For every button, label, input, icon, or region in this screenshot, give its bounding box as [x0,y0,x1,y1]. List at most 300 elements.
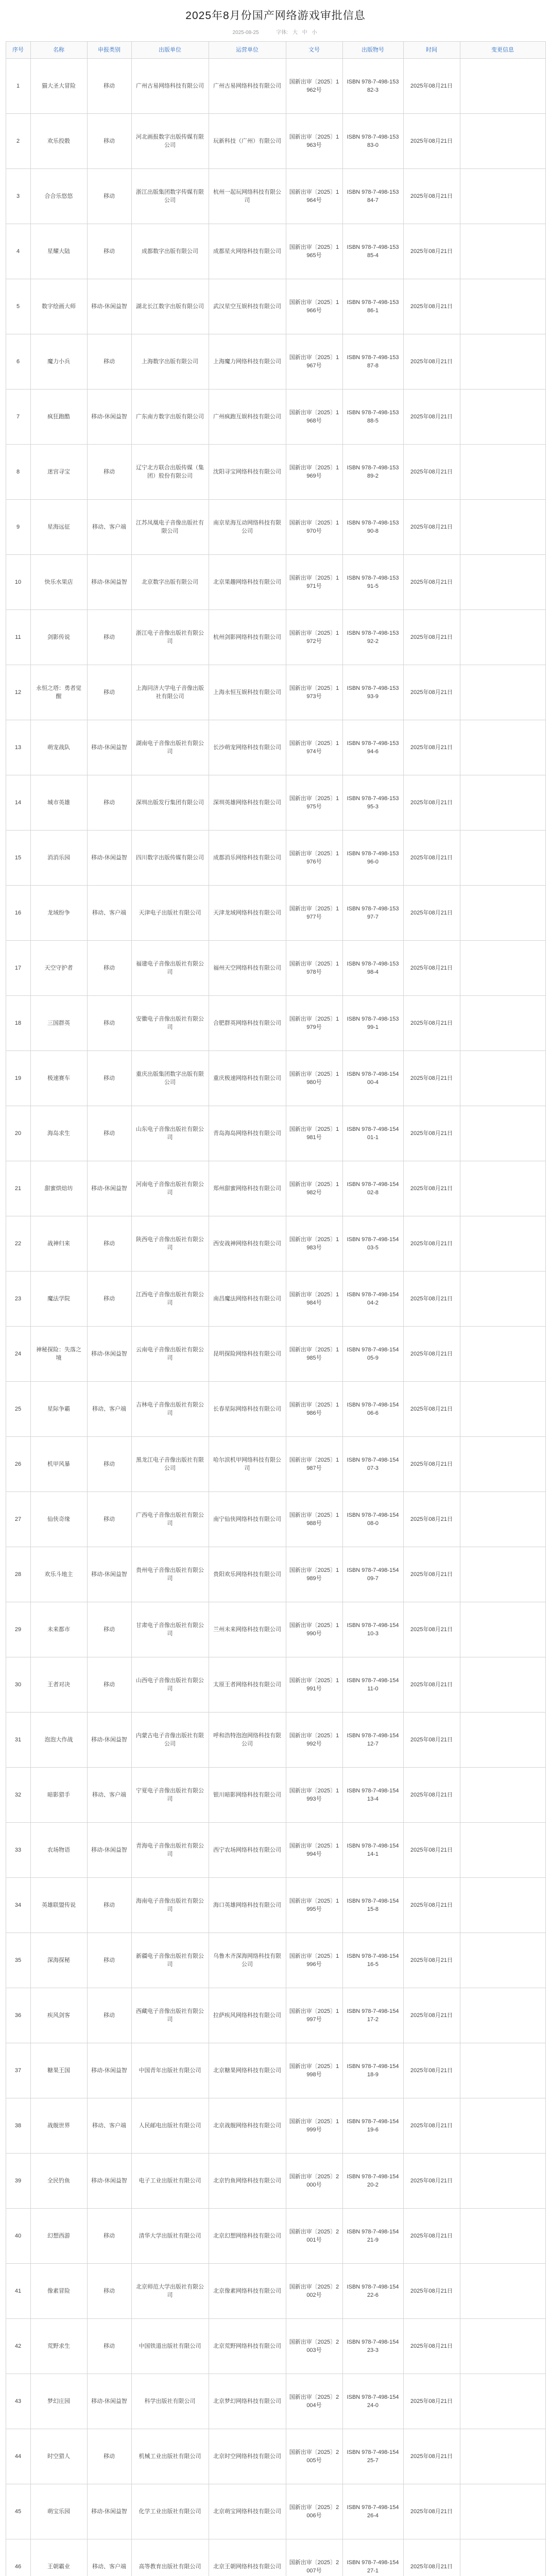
table-row [6,169,545,224]
cell-col-date: 2025年08月21日 [403,2209,460,2264]
cell-col-operator: 乌鲁木齐深海网络科技有限公司 [209,1933,286,1988]
cell-col-operator: 长沙萌宠网络科技有限公司 [209,720,286,775]
table-row [6,1657,545,1713]
cell-col-isbn: ISBN 978-7-498-15423-3 [342,2319,403,2374]
cell-col-name: 神秘探险：失落之境 [30,1327,87,1382]
table-header-row [6,42,545,59]
cell-col-operator: 杭州剑影网络科技有限公司 [209,610,286,665]
cell-col-index: 46 [6,2539,30,2576]
cell-col-isbn: ISBN 978-7-498-15385-4 [342,224,403,279]
font-size-large-button[interactable]: 大 [292,30,298,36]
cell-col-index: 28 [6,1547,30,1602]
cell-col-date: 2025年08月21日 [403,279,460,334]
cell-col-change-info [460,941,545,996]
cell-col-publisher: 湖南电子音像出版社有限公司 [131,720,209,775]
cell-col-date: 2025年08月21日 [403,555,460,610]
cell-col-name: 全民钓鱼 [30,2154,87,2209]
cell-col-isbn: ISBN 978-7-498-15424-0 [342,2374,403,2429]
cell-col-approval-no: 国新出审〔2025〕1984号 [286,1272,342,1327]
cell-col-date: 2025年08月21日 [403,1382,460,1437]
cell-col-operator: 贵阳欢乐网络科技有限公司 [209,1547,286,1602]
cell-col-date: 2025年08月21日 [403,1823,460,1878]
cell-col-publisher: 高等教育出版社有限公司 [131,2539,209,2576]
cell-col-approval-no: 国新出审〔2025〕1963号 [286,114,342,169]
cell-col-name: 疯狂跑酷 [30,389,87,445]
cell-col-name: 荒野求生 [30,2319,87,2374]
header-col-publisher: 出版单位 [131,42,209,59]
cell-col-approval-no: 国新出审〔2025〕1986号 [286,1382,342,1437]
cell-col-operator: 武汉星空互娱科技有限公司 [209,279,286,334]
cell-col-category: 移动 [87,2429,131,2484]
cell-col-category: 移动 [87,2209,131,2264]
cell-col-change-info [460,2319,545,2374]
cell-col-operator: 成都星火网络科技有限公司 [209,224,286,279]
cell-col-operator: 成都消乐网络科技有限公司 [209,831,286,886]
cell-col-category: 移动 [87,1106,131,1161]
cell-col-approval-no: 国新出审〔2025〕1987号 [286,1437,342,1492]
header-col-change-info: 变更信息 [460,42,545,59]
cell-col-index: 37 [6,2043,30,2098]
cell-col-isbn: ISBN 978-7-498-15415-8 [342,1878,403,1933]
cell-col-change-info [460,1327,545,1382]
cell-col-isbn: ISBN 978-7-498-15383-0 [342,114,403,169]
cell-col-change-info [460,831,545,886]
cell-col-operator: 广州疯跑互娱科技有限公司 [209,389,286,445]
cell-col-isbn: ISBN 978-7-498-15402-8 [342,1161,403,1216]
cell-col-operator: 银川暗影网络科技有限公司 [209,1768,286,1823]
cell-col-publisher: 湖北长江数字出版有限公司 [131,279,209,334]
cell-col-category: 移动 [87,775,131,831]
cell-col-index: 18 [6,996,30,1051]
cell-col-operator: 北京钓鱼网络科技有限公司 [209,2154,286,2209]
cell-col-publisher: 辽宁北方联合出版传媒（集团）股份有限公司 [131,445,209,500]
cell-col-change-info [460,2484,545,2539]
cell-col-isbn: ISBN 978-7-498-15386-1 [342,279,403,334]
cell-col-category: 移动、客户端 [87,2098,131,2154]
cell-col-publisher: 河南电子音像出版社有限公司 [131,1161,209,1216]
cell-col-change-info [460,2209,545,2264]
font-size-control [274,30,318,36]
cell-col-index: 40 [6,2209,30,2264]
cell-col-name: 像素冒险 [30,2264,87,2319]
cell-col-isbn: ISBN 978-7-498-15419-6 [342,2098,403,2154]
cell-col-publisher: 中国铁道出版社有限公司 [131,2319,209,2374]
cell-col-isbn: ISBN 978-7-498-15426-4 [342,2484,403,2539]
cell-col-approval-no: 国新出审〔2025〕1966号 [286,279,342,334]
cell-col-operator: 海口英雄网络科技有限公司 [209,1878,286,1933]
cell-col-category: 移动-休闲益智 [87,2154,131,2209]
cell-col-change-info [460,445,545,500]
cell-col-date: 2025年08月21日 [403,665,460,720]
cell-col-isbn: ISBN 978-7-498-15417-2 [342,1988,403,2043]
table-row [6,2154,545,2209]
cell-col-isbn: ISBN 978-7-498-15396-0 [342,831,403,886]
cell-col-category: 移动 [87,996,131,1051]
cell-col-change-info [460,610,545,665]
cell-col-publisher: 北京师范大学出版社有限公司 [131,2264,209,2319]
cell-col-name: 王者对决 [30,1657,87,1713]
cell-col-date: 2025年08月21日 [403,1988,460,2043]
cell-col-approval-no: 国新出审〔2025〕1992号 [286,1713,342,1768]
cell-col-index: 21 [6,1161,30,1216]
cell-col-change-info [460,2098,545,2154]
cell-col-name: 未来都市 [30,1602,87,1657]
cell-col-name: 战舰世界 [30,2098,87,2154]
cell-col-date: 2025年08月21日 [403,389,460,445]
cell-col-publisher: 青海电子音像出版社有限公司 [131,1823,209,1878]
cell-col-isbn: ISBN 978-7-498-15400-4 [342,1051,403,1106]
cell-col-name: 战神归来 [30,1216,87,1272]
cell-col-date: 2025年08月21日 [403,1547,460,1602]
cell-col-name: 魔力小兵 [30,334,87,389]
cell-col-change-info [460,1106,545,1161]
cell-col-change-info [460,1878,545,1933]
cell-col-approval-no: 国新出审〔2025〕1974号 [286,720,342,775]
cell-col-change-info [460,1657,545,1713]
cell-col-name: 猫大圣大冒险 [30,59,87,114]
cell-col-index: 16 [6,886,30,941]
cell-col-publisher: 河北画报数字出版传媒有限公司 [131,114,209,169]
cell-col-category: 移动-休闲益智 [87,1713,131,1768]
cell-col-publisher: 上海数字出版有限公司 [131,334,209,389]
cell-col-operator: 北京梦幻网络科技有限公司 [209,2374,286,2429]
cell-col-name: 龙域纷争 [30,886,87,941]
cell-col-operator: 北京果趣网络科技有限公司 [209,555,286,610]
cell-col-operator: 北京像素网络科技有限公司 [209,2264,286,2319]
cell-col-approval-no: 国新出审〔2025〕1976号 [286,831,342,886]
cell-col-index: 29 [6,1602,30,1657]
cell-col-date: 2025年08月21日 [403,1878,460,1933]
cell-col-publisher: 新疆电子音像出版社有限公司 [131,1933,209,1988]
cell-col-publisher: 西藏电子音像出版社有限公司 [131,1988,209,2043]
cell-col-name: 糖果王国 [30,2043,87,2098]
cell-col-index: 3 [6,169,30,224]
cell-col-name: 快乐水果店 [30,555,87,610]
cell-col-date: 2025年08月21日 [403,1161,460,1216]
cell-col-index: 25 [6,1382,30,1437]
cell-col-index: 30 [6,1657,30,1713]
cell-col-publisher: 海南电子音像出版社有限公司 [131,1878,209,1933]
table-row [6,1327,545,1382]
cell-col-approval-no: 国新出审〔2025〕1964号 [286,169,342,224]
cell-col-isbn: ISBN 978-7-498-15427-1 [342,2539,403,2576]
cell-col-index: 38 [6,2098,30,2154]
table-row [6,1272,545,1327]
cell-col-name: 王朝霸业 [30,2539,87,2576]
header-col-approval-no: 文号 [286,42,342,59]
cell-col-index: 22 [6,1216,30,1272]
cell-col-change-info [460,1216,545,1272]
cell-col-publisher: 上海同济大学电子音像出版社有限公司 [131,665,209,720]
cell-col-approval-no: 国新出审〔2025〕1972号 [286,610,342,665]
cell-col-category: 移动 [87,334,131,389]
cell-col-approval-no: 国新出审〔2025〕1965号 [286,224,342,279]
cell-col-isbn: ISBN 978-7-498-15405-9 [342,1327,403,1382]
cell-col-index: 4 [6,224,30,279]
table-row [6,610,545,665]
cell-col-isbn: ISBN 978-7-498-15384-7 [342,169,403,224]
cell-col-isbn: ISBN 978-7-498-15390-8 [342,500,403,555]
cell-col-change-info [460,2154,545,2209]
font-size-small-button[interactable]: 小 [312,30,317,36]
header-col-name: 名称 [30,42,87,59]
cell-col-name: 欢乐斗地主 [30,1547,87,1602]
table-row [6,2043,545,2098]
cell-col-date: 2025年08月21日 [403,114,460,169]
approval-table [6,41,546,2576]
cell-col-operator: 杭州一起玩网络科技有限公司 [209,169,286,224]
cell-col-date: 2025年08月21日 [403,720,460,775]
cell-col-index: 32 [6,1768,30,1823]
table-row [6,334,545,389]
cell-col-change-info [460,2264,545,2319]
cell-col-index: 14 [6,775,30,831]
table-body [6,59,545,2576]
cell-col-date: 2025年08月21日 [403,1713,460,1768]
cell-col-change-info [460,1492,545,1547]
cell-col-change-info [460,169,545,224]
cell-col-isbn: ISBN 978-7-498-15407-3 [342,1437,403,1492]
cell-col-isbn: ISBN 978-7-498-15409-7 [342,1547,403,1602]
header-col-category: 申报类别 [87,42,131,59]
table-row [6,555,545,610]
cell-col-operator: 北京战舰网络科技有限公司 [209,2098,286,2154]
cell-col-publisher: 化学工业出版社有限公司 [131,2484,209,2539]
cell-col-publisher: 内蒙古电子音像出版社有限公司 [131,1713,209,1768]
cell-col-approval-no: 国新出审〔2025〕1970号 [286,500,342,555]
cell-col-name: 海岛求生 [30,1106,87,1161]
cell-col-approval-no: 国新出审〔2025〕2007号 [286,2539,342,2576]
cell-col-date: 2025年08月21日 [403,1492,460,1547]
cell-col-approval-no: 国新出审〔2025〕2003号 [286,2319,342,2374]
cell-col-index: 9 [6,500,30,555]
cell-col-change-info [460,1382,545,1437]
cell-col-operator: 重庆极速网络科技有限公司 [209,1051,286,1106]
cell-col-publisher: 江苏凤凰电子音像出版社有限公司 [131,500,209,555]
cell-col-date: 2025年08月21日 [403,169,460,224]
font-size-medium-button[interactable]: 中 [302,30,307,36]
cell-col-operator: 玩新科技（广州）有限公司 [209,114,286,169]
cell-col-date: 2025年08月21日 [403,1216,460,1272]
cell-col-name: 暗影猎手 [30,1768,87,1823]
table-row [6,445,545,500]
cell-col-name: 剑影传说 [30,610,87,665]
cell-col-approval-no: 国新出审〔2025〕1980号 [286,1051,342,1106]
cell-col-index: 26 [6,1437,30,1492]
cell-col-index: 19 [6,1051,30,1106]
page-title: 2025年8月份国产网络游戏审批信息 [185,10,366,22]
table-row [6,1216,545,1272]
cell-col-index: 7 [6,389,30,445]
cell-col-operator: 福州天空网络科技有限公司 [209,941,286,996]
cell-col-approval-no: 国新出审〔2025〕1998号 [286,2043,342,2098]
table-row [6,2319,545,2374]
cell-col-date: 2025年08月21日 [403,1272,460,1327]
cell-col-operator: 西安战神网络科技有限公司 [209,1216,286,1272]
cell-col-change-info [460,1161,545,1216]
cell-col-publisher: 科学出版社有限公司 [131,2374,209,2429]
cell-col-change-info [460,500,545,555]
cell-col-name: 泡泡大作战 [30,1713,87,1768]
cell-col-approval-no: 国新出审〔2025〕2000号 [286,2154,342,2209]
cell-col-publisher: 广东南方数字出版有限公司 [131,389,209,445]
cell-col-approval-no: 国新出审〔2025〕1989号 [286,1547,342,1602]
cell-col-category: 移动-休闲益智 [87,279,131,334]
cell-col-operator: 深圳英雄网络科技有限公司 [209,775,286,831]
cell-col-name: 魔法学院 [30,1272,87,1327]
cell-col-name: 迷宫寻宝 [30,445,87,500]
header-col-index: 序号 [6,42,30,59]
cell-col-isbn: ISBN 978-7-498-15410-3 [342,1602,403,1657]
table-row [6,996,545,1051]
cell-col-category: 移动-休闲益智 [87,2043,131,2098]
cell-col-category: 移动、客户端 [87,1768,131,1823]
cell-col-date: 2025年08月21日 [403,941,460,996]
cell-col-name: 疾风剑客 [30,1988,87,2043]
cell-col-category: 移动-休闲益智 [87,389,131,445]
cell-col-isbn: ISBN 978-7-498-15392-2 [342,610,403,665]
cell-col-name: 深海探秘 [30,1933,87,1988]
cell-col-operator: 北京王朝网络科技有限公司 [209,2539,286,2576]
cell-col-approval-no: 国新出审〔2025〕2001号 [286,2209,342,2264]
cell-col-publisher: 浙江电子音像出版社有限公司 [131,610,209,665]
font-size-label: 字体: [276,30,288,36]
cell-col-index: 24 [6,1327,30,1382]
cell-col-date: 2025年08月21日 [403,1933,460,1988]
cell-col-publisher: 福建电子音像出版社有限公司 [131,941,209,996]
cell-col-name: 消消乐园 [30,831,87,886]
cell-col-isbn: ISBN 978-7-498-15391-5 [342,555,403,610]
cell-col-approval-no: 国新出审〔2025〕1995号 [286,1878,342,1933]
table-row [6,2429,545,2484]
cell-col-category: 移动 [87,59,131,114]
table-row [6,831,545,886]
cell-col-operator: 西宁农场网络科技有限公司 [209,1823,286,1878]
cell-col-category: 移动、客户端 [87,500,131,555]
table-row [6,1492,545,1547]
cell-col-operator: 北京时空网络科技有限公司 [209,2429,286,2484]
cell-col-name: 天空守护者 [30,941,87,996]
cell-col-category: 移动 [87,1272,131,1327]
cell-col-approval-no: 国新出审〔2025〕1968号 [286,389,342,445]
cell-col-category: 移动、客户端 [87,886,131,941]
cell-col-name: 幻想西游 [30,2209,87,2264]
cell-col-change-info [460,2539,545,2576]
cell-col-change-info [460,665,545,720]
cell-col-publisher: 清华大学出版社有限公司 [131,2209,209,2264]
cell-col-publisher: 人民邮电出版社有限公司 [131,2098,209,2154]
cell-col-publisher: 甘肃电子音像出版社有限公司 [131,1602,209,1657]
table-row [6,500,545,555]
table-row [6,2209,545,2264]
header-col-isbn: 出版物号 [342,42,403,59]
table-row [6,1988,545,2043]
cell-col-name: 星际争霸 [30,1382,87,1437]
cell-col-isbn: ISBN 978-7-498-15388-5 [342,389,403,445]
cell-col-category: 移动 [87,1216,131,1272]
cell-col-approval-no: 国新出审〔2025〕1971号 [286,555,342,610]
cell-col-date: 2025年08月21日 [403,1768,460,1823]
cell-col-operator: 太原王者网络科技有限公司 [209,1657,286,1713]
cell-col-change-info [460,1547,545,1602]
cell-col-index: 20 [6,1106,30,1161]
cell-col-change-info [460,555,545,610]
cell-col-index: 41 [6,2264,30,2319]
cell-col-isbn: ISBN 978-7-498-15403-5 [342,1216,403,1272]
cell-col-index: 10 [6,555,30,610]
cell-col-publisher: 浙江出版集团数字传媒有限公司 [131,169,209,224]
cell-col-isbn: ISBN 978-7-498-15411-0 [342,1657,403,1713]
cell-col-index: 31 [6,1713,30,1768]
cell-col-publisher: 中国青年出版社有限公司 [131,2043,209,2098]
cell-col-date: 2025年08月21日 [403,1657,460,1713]
cell-col-operator: 北京萌宝网络科技有限公司 [209,2484,286,2539]
cell-col-name: 三国群英 [30,996,87,1051]
table-row [6,2539,545,2576]
cell-col-index: 35 [6,1933,30,1988]
page-header [0,0,551,36]
cell-col-approval-no: 国新出审〔2025〕2004号 [286,2374,342,2429]
cell-col-name: 英雄联盟传说 [30,1878,87,1933]
cell-col-isbn: ISBN 978-7-498-15382-3 [342,59,403,114]
cell-col-isbn: ISBN 978-7-498-15425-7 [342,2429,403,2484]
cell-col-category: 移动-休闲益智 [87,831,131,886]
cell-col-change-info [460,1823,545,1878]
cell-col-publisher: 安徽电子音像出版社有限公司 [131,996,209,1051]
cell-col-date: 2025年08月21日 [403,59,460,114]
cell-col-approval-no: 国新出审〔2025〕1994号 [286,1823,342,1878]
cell-col-index: 1 [6,59,30,114]
cell-col-change-info [460,1768,545,1823]
table-row [6,775,545,831]
cell-col-date: 2025年08月21日 [403,1106,460,1161]
cell-col-publisher: 云南电子音像出版社有限公司 [131,1327,209,1382]
cell-col-category: 移动 [87,2264,131,2319]
cell-col-publisher: 四川数字出版传媒有限公司 [131,831,209,886]
cell-col-category: 移动-休闲益智 [87,1823,131,1878]
cell-col-publisher: 北京数字出版有限公司 [131,555,209,610]
cell-col-category: 移动-休闲益智 [87,555,131,610]
cell-col-name: 萌宠战队 [30,720,87,775]
cell-col-operator: 昆明探险网络科技有限公司 [209,1327,286,1382]
cell-col-date: 2025年08月21日 [403,775,460,831]
cell-col-isbn: ISBN 978-7-498-15399-1 [342,996,403,1051]
cell-col-date: 2025年08月21日 [403,500,460,555]
cell-col-date: 2025年08月21日 [403,1051,460,1106]
cell-col-index: 39 [6,2154,30,2209]
cell-col-isbn: ISBN 978-7-498-15394-6 [342,720,403,775]
cell-col-isbn: ISBN 978-7-498-15395-3 [342,775,403,831]
table-row [6,2484,545,2539]
cell-col-index: 27 [6,1492,30,1547]
table-row [6,279,545,334]
cell-col-operator: 兰州未来网络科技有限公司 [209,1602,286,1657]
table-row [6,2098,545,2154]
cell-col-approval-no: 国新出审〔2025〕1993号 [286,1768,342,1823]
cell-col-approval-no: 国新出审〔2025〕1973号 [286,665,342,720]
cell-col-operator: 哈尔滨机甲网络科技有限公司 [209,1437,286,1492]
cell-col-publisher: 重庆出版集团数字出版有限公司 [131,1051,209,1106]
table-row [6,389,545,445]
cell-col-isbn: ISBN 978-7-498-15406-6 [342,1382,403,1437]
table-row [6,1051,545,1106]
cell-col-category: 移动-休闲益智 [87,2374,131,2429]
table-row [6,2264,545,2319]
cell-col-change-info [460,1051,545,1106]
cell-col-change-info [460,224,545,279]
cell-col-publisher: 深圳出版发行集团有限公司 [131,775,209,831]
cell-col-approval-no: 国新出审〔2025〕1967号 [286,334,342,389]
